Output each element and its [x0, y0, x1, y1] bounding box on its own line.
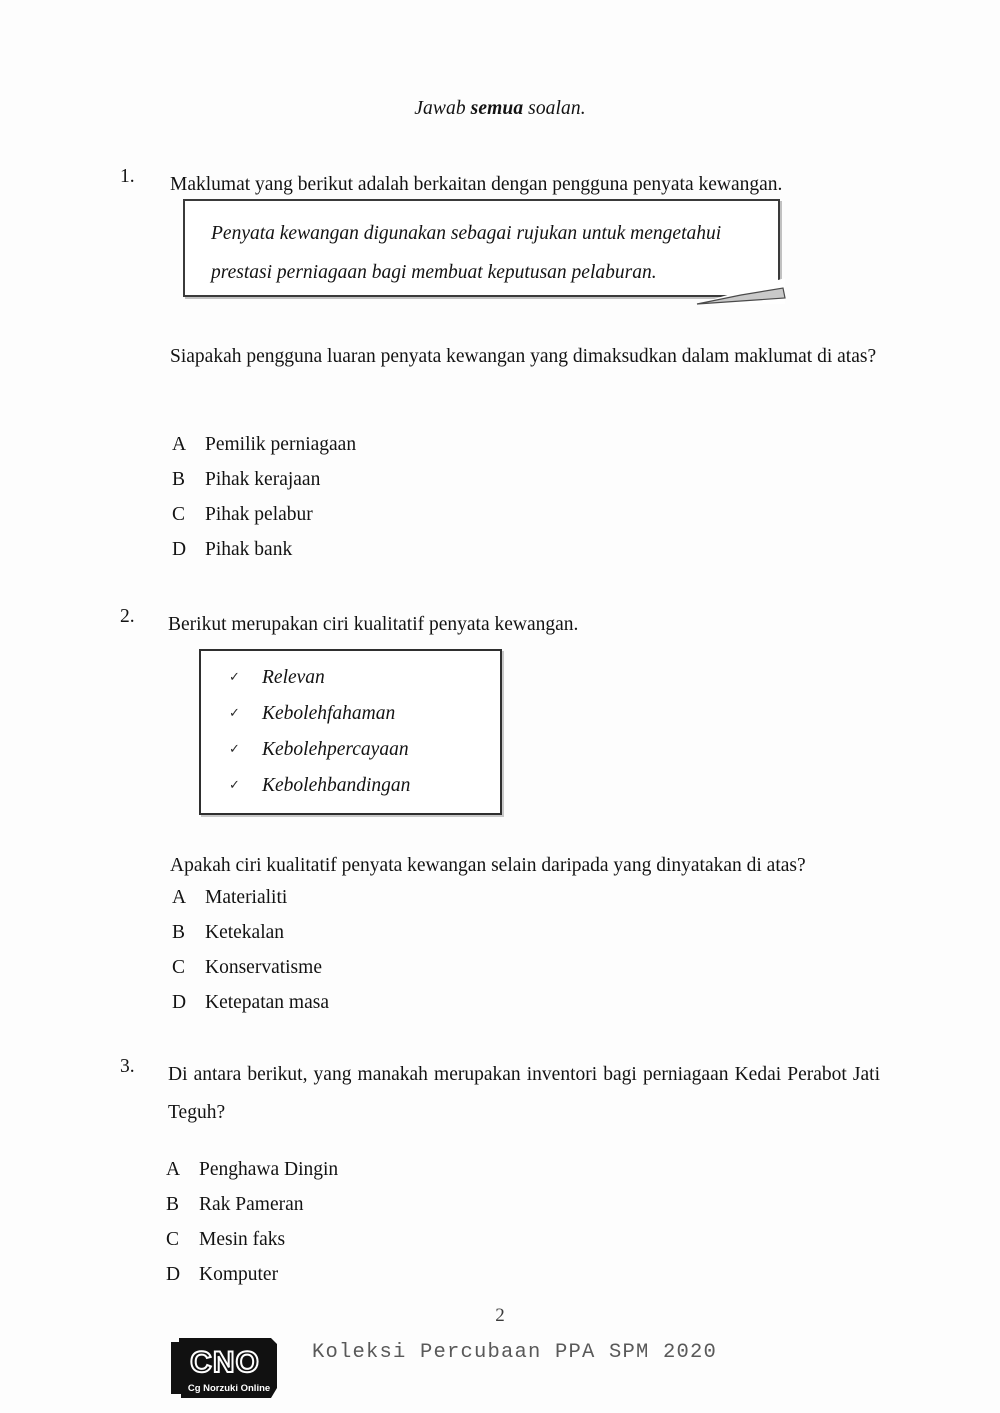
option-label: Pihak pelabur	[205, 504, 313, 525]
option-label: Materialiti	[205, 887, 288, 908]
option-label: Konservatisme	[205, 957, 322, 978]
option-letter: B	[172, 922, 186, 943]
check-bullet-icon: ✓	[229, 777, 240, 792]
option-row[interactable]	[172, 427, 356, 462]
question-1-stem: Maklumat yang berikut adalah berkaitan dengan pengguna penyata kewangan.	[170, 174, 783, 195]
bullet-list-item	[229, 660, 410, 696]
option-row[interactable]	[172, 915, 329, 950]
option-letter: A	[172, 887, 187, 908]
instruction-suffix: soalan.	[523, 98, 586, 119]
option-row[interactable]	[166, 1152, 338, 1187]
option-letter: D	[172, 539, 187, 560]
bullet-item-label: Relevan	[262, 667, 325, 688]
instruction-prefix: Jawab	[414, 98, 471, 119]
option-row[interactable]	[172, 532, 356, 567]
option-letter: B	[172, 469, 186, 490]
option-row[interactable]	[172, 497, 356, 532]
option-row[interactable]	[172, 950, 329, 985]
question-1-info-box-text	[211, 214, 751, 292]
option-letter: C	[166, 1229, 180, 1250]
check-bullet-icon: ✓	[229, 705, 240, 720]
option-label: Pihak kerajaan	[205, 469, 321, 490]
option-label: Penghawa Dingin	[199, 1159, 339, 1180]
option-letter: A	[172, 434, 187, 455]
option-letter: D	[172, 992, 187, 1013]
option-label: Pihak bank	[205, 539, 293, 560]
option-row[interactable]	[166, 1222, 338, 1257]
option-letter: C	[172, 504, 186, 525]
question-3-stem: Di antara berikut, yang manakah merupakan inventori bagi perniagaan Kedai Perabot Jati Teguh?	[168, 1064, 880, 1123]
bullet-item-label: Kebolehbandingan	[262, 775, 411, 796]
option-label: Komputer	[199, 1264, 279, 1285]
question-2-info-box	[199, 649, 502, 815]
question-2-options	[172, 880, 329, 1020]
option-label: Ketekalan	[205, 922, 285, 943]
question-1-sub-stem: Siapakah pengguna luaran penyata kewangan yang dimaksudkan dalam maklumat di atas?	[170, 346, 877, 367]
cno-logo-sub-text: Cg Norzuki Online	[187, 1383, 271, 1394]
check-bullet-icon: ✓	[229, 741, 240, 756]
question-2-number: 2.	[120, 606, 135, 627]
bullet-list-item	[229, 696, 410, 732]
option-letter: D	[166, 1264, 181, 1285]
instruction-bold-word: semua	[470, 98, 524, 119]
question-3-options	[166, 1152, 338, 1292]
bullet-list-item	[229, 768, 410, 804]
question-3-number: 3.	[120, 1056, 135, 1077]
question-2-stem: Berikut merupakan ciri kualitatif penyata kewangan.	[168, 614, 579, 635]
option-row[interactable]	[172, 985, 329, 1020]
option-row[interactable]	[172, 462, 356, 497]
question-1-number: 1.	[120, 166, 135, 187]
question-1-info-box	[183, 199, 780, 297]
option-letter: C	[172, 957, 186, 978]
question-2-bullet-list	[229, 660, 410, 804]
cno-logo-icon	[167, 1336, 280, 1403]
check-bullet-icon: ✓	[229, 669, 240, 684]
option-letter: B	[166, 1194, 180, 1215]
info-box-line-2: prestasi perniagaan bagi membuat keputusan pelaburan.	[211, 262, 657, 283]
option-label: Ketepatan masa	[205, 992, 329, 1013]
bullet-item-label: Kebolehfahaman	[262, 703, 396, 724]
question-1-options	[172, 427, 356, 567]
bullet-list-item	[229, 732, 410, 768]
question-2-sub-stem: Apakah ciri kualitatif penyata kewangan selain daripada yang dinyatakan di atas?	[170, 855, 806, 876]
cno-logo-main-text: CNO	[190, 1346, 260, 1379]
info-box-line-1: Penyata kewangan digunakan sebagai rujukan untuk mengetahui	[211, 223, 722, 244]
page-instruction	[0, 98, 1000, 120]
page-number: 2	[495, 1305, 505, 1326]
option-label: Rak Pameran	[199, 1194, 304, 1215]
option-row[interactable]	[166, 1187, 338, 1222]
option-label: Mesin faks	[199, 1229, 286, 1250]
option-row[interactable]	[166, 1257, 338, 1292]
option-label: Pemilik perniagaan	[205, 434, 357, 455]
footer-collection-text: Koleksi Percubaan PPA SPM 2020	[312, 1341, 718, 1364]
option-row[interactable]	[172, 880, 329, 915]
option-letter: A	[166, 1159, 181, 1180]
bullet-item-label: Kebolehpercayaan	[262, 739, 409, 760]
